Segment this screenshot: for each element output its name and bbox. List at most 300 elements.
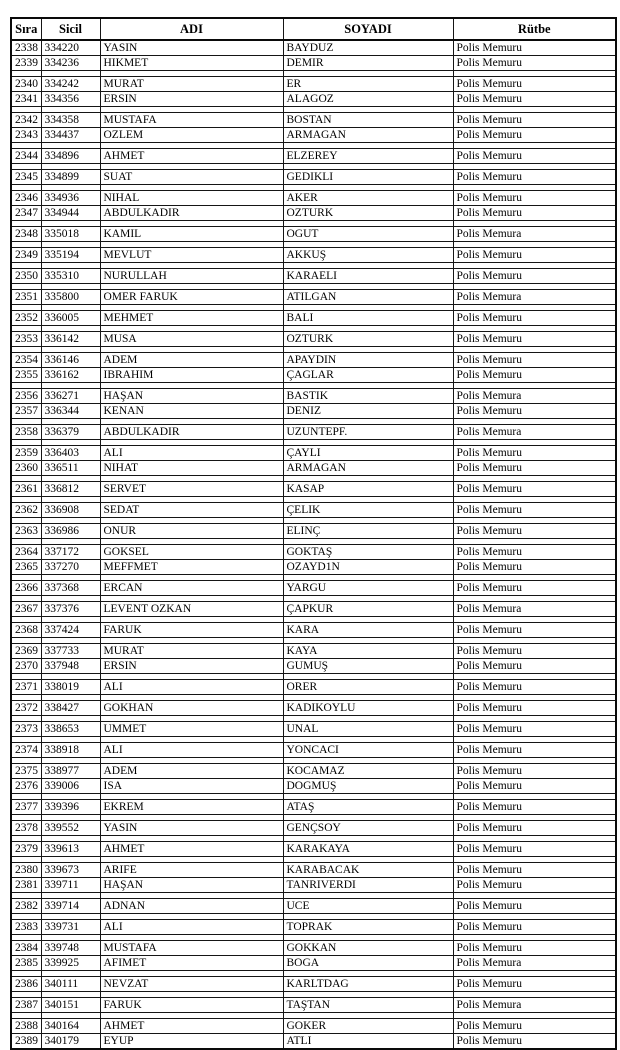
table-row <box>11 602 616 617</box>
cell-soyadi: ATLI <box>283 1034 453 1050</box>
cell-soyadi: UNAL <box>283 722 453 737</box>
cell-sira: 2363 <box>11 524 41 539</box>
personnel-table <box>10 17 617 1050</box>
table-row <box>11 743 616 758</box>
cell-rutbe: Polis Memuru <box>453 113 616 128</box>
table-row <box>11 40 616 56</box>
cell-rutbe: Polis Memuru <box>453 191 616 206</box>
cell-sira: 2359 <box>11 446 41 461</box>
cell-sicil: 334236 <box>41 56 100 71</box>
cell-soyadi: DOGMUŞ <box>283 779 453 794</box>
table-row <box>11 332 616 347</box>
table-row <box>11 128 616 143</box>
cell-soyadi: KARAKAYA <box>283 842 453 857</box>
cell-rutbe: Polis Memuru <box>453 878 616 893</box>
cell-soyadi: APAYDIN <box>283 353 453 368</box>
cell-soyadi: OZTURK <box>283 206 453 221</box>
cell-sira: 2356 <box>11 389 41 404</box>
cell-rutbe: Polis Memuru <box>453 311 616 326</box>
cell-sicil: 338019 <box>41 680 100 695</box>
cell-adi: MUSA <box>100 332 283 347</box>
cell-adi: AFIMET <box>100 956 283 971</box>
cell-adi: ALI <box>100 743 283 758</box>
table-row <box>11 503 616 518</box>
table-row <box>11 701 616 716</box>
cell-sicil: 336344 <box>41 404 100 419</box>
cell-soyadi: ATILGAN <box>283 290 453 305</box>
cell-rutbe: Polis Memuru <box>453 77 616 92</box>
cell-rutbe: Polis Memuru <box>453 206 616 221</box>
table-row <box>11 863 616 878</box>
cell-rutbe: Polis Memuru <box>453 503 616 518</box>
cell-rutbe: Polis Memuru <box>453 560 616 575</box>
cell-soyadi: KASAP <box>283 482 453 497</box>
cell-sira: 2367 <box>11 602 41 617</box>
cell-sira: 2355 <box>11 368 41 383</box>
cell-sicil: 335194 <box>41 248 100 263</box>
cell-soyadi: YARGU <box>283 581 453 596</box>
cell-adi: MEFFMET <box>100 560 283 575</box>
cell-rutbe: Polis Memuru <box>453 332 616 347</box>
cell-soyadi: KOCAMAZ <box>283 764 453 779</box>
table-row <box>11 800 616 815</box>
cell-rutbe: Polis Memuru <box>453 977 616 992</box>
cell-sira: 2361 <box>11 482 41 497</box>
cell-sira: 2382 <box>11 899 41 914</box>
cell-rutbe: Polis Memuru <box>453 446 616 461</box>
cell-soyadi: ÇAYLI <box>283 446 453 461</box>
cell-adi: MEHMET <box>100 311 283 326</box>
table-row <box>11 680 616 695</box>
cell-rutbe: Polis Memuru <box>453 779 616 794</box>
cell-sira: 2340 <box>11 77 41 92</box>
cell-sira: 2373 <box>11 722 41 737</box>
cell-soyadi: KARA <box>283 623 453 638</box>
cell-sicil: 340111 <box>41 977 100 992</box>
table-row <box>11 206 616 221</box>
cell-soyadi: DEMIR <box>283 56 453 71</box>
cell-sira: 2377 <box>11 800 41 815</box>
table-row <box>11 998 616 1013</box>
cell-soyadi: GOKTAŞ <box>283 545 453 560</box>
cell-adi: GOKHAN <box>100 701 283 716</box>
cell-soyadi: KARABACAK <box>283 863 453 878</box>
cell-soyadi: ER <box>283 77 453 92</box>
table-row <box>11 404 616 419</box>
table-row <box>11 1019 616 1034</box>
cell-rutbe: Polis Memuru <box>453 92 616 107</box>
cell-sicil: 340151 <box>41 998 100 1013</box>
cell-sira: 2358 <box>11 425 41 440</box>
cell-sicil: 337368 <box>41 581 100 596</box>
cell-soyadi: OGUT <box>283 227 453 242</box>
cell-rutbe: Polis Memura <box>453 227 616 242</box>
cell-soyadi: GOKKAN <box>283 941 453 956</box>
cell-sicil: 337948 <box>41 659 100 674</box>
cell-adi: HAŞAN <box>100 389 283 404</box>
cell-soyadi: ATAŞ <box>283 800 453 815</box>
cell-sira: 2376 <box>11 779 41 794</box>
cell-adi: SUAT <box>100 170 283 185</box>
cell-rutbe: Polis Memuru <box>453 404 616 419</box>
cell-adi: MEVLUT <box>100 248 283 263</box>
table-row <box>11 77 616 92</box>
cell-sicil: 336005 <box>41 311 100 326</box>
cell-adi: ONUR <box>100 524 283 539</box>
table-row <box>11 353 616 368</box>
table-row <box>11 227 616 242</box>
cell-adi: OZLEM <box>100 128 283 143</box>
cell-sicil: 337376 <box>41 602 100 617</box>
cell-soyadi: KARAELI <box>283 269 453 284</box>
cell-sira: 2383 <box>11 920 41 935</box>
table-row <box>11 764 616 779</box>
table-row <box>11 623 616 638</box>
cell-sicil: 337172 <box>41 545 100 560</box>
cell-sira: 2347 <box>11 206 41 221</box>
cell-rutbe: Polis Memura <box>453 956 616 971</box>
cell-rutbe: Polis Memuru <box>453 659 616 674</box>
cell-soyadi: YONCACI <box>283 743 453 758</box>
cell-adi: IBRAHIM <box>100 368 283 383</box>
table-row <box>11 191 616 206</box>
cell-sicil: 338918 <box>41 743 100 758</box>
cell-sira: 2369 <box>11 644 41 659</box>
cell-rutbe: Polis Memuru <box>453 545 616 560</box>
cell-soyadi: TOPRAK <box>283 920 453 935</box>
cell-adi: ERSIN <box>100 659 283 674</box>
cell-rutbe: Polis Memuru <box>453 644 616 659</box>
cell-soyadi: GUMUŞ <box>283 659 453 674</box>
cell-soyadi: TAŞTAN <box>283 998 453 1013</box>
cell-adi: ADNAN <box>100 899 283 914</box>
cell-sicil: 334358 <box>41 113 100 128</box>
cell-sicil: 334936 <box>41 191 100 206</box>
cell-soyadi: OZTURK <box>283 332 453 347</box>
cell-adi: MUSTAFA <box>100 113 283 128</box>
cell-sira: 2345 <box>11 170 41 185</box>
cell-sicil: 334899 <box>41 170 100 185</box>
cell-adi: MUSTAFA <box>100 941 283 956</box>
cell-sira: 2380 <box>11 863 41 878</box>
cell-adi: AHMET <box>100 842 283 857</box>
cell-soyadi: BOGA <box>283 956 453 971</box>
cell-sira: 2354 <box>11 353 41 368</box>
cell-sicil: 336986 <box>41 524 100 539</box>
cell-soyadi: UZUNTEPF. <box>283 425 453 440</box>
cell-sira: 2362 <box>11 503 41 518</box>
cell-soyadi: ELZEREY <box>283 149 453 164</box>
table-row <box>11 368 616 383</box>
cell-sira: 2339 <box>11 56 41 71</box>
cell-sira: 2348 <box>11 227 41 242</box>
table-row <box>11 248 616 263</box>
cell-adi: GOKSEL <box>100 545 283 560</box>
cell-sira: 2366 <box>11 581 41 596</box>
table-row <box>11 389 616 404</box>
cell-rutbe: Polis Memuru <box>453 248 616 263</box>
cell-sicil: 338977 <box>41 764 100 779</box>
cell-soyadi: AKER <box>283 191 453 206</box>
cell-rutbe: Polis Memuru <box>453 353 616 368</box>
cell-sicil: 340164 <box>41 1019 100 1034</box>
cell-sicil: 335310 <box>41 269 100 284</box>
cell-adi: NEVZAT <box>100 977 283 992</box>
cell-adi: MURAT <box>100 77 283 92</box>
cell-rutbe: Polis Memuru <box>453 1019 616 1034</box>
cell-rutbe: Polis Memuru <box>453 842 616 857</box>
cell-soyadi: BASTIK <box>283 389 453 404</box>
column-header-soyadi: SOYADI <box>283 18 453 40</box>
cell-soyadi: BOSTAN <box>283 113 453 128</box>
cell-sira: 2350 <box>11 269 41 284</box>
cell-adi: KAMIL <box>100 227 283 242</box>
cell-rutbe: Polis Memuru <box>453 170 616 185</box>
cell-soyadi: BAYDUZ <box>283 40 453 56</box>
cell-sicil: 339748 <box>41 941 100 956</box>
cell-sicil: 336271 <box>41 389 100 404</box>
table-row <box>11 821 616 836</box>
cell-sicil: 338427 <box>41 701 100 716</box>
cell-sira: 2341 <box>11 92 41 107</box>
cell-sicil: 339925 <box>41 956 100 971</box>
table-row <box>11 170 616 185</box>
cell-adi: ADEM <box>100 764 283 779</box>
cell-rutbe: Polis Memuru <box>453 128 616 143</box>
column-header-sicil: Sicil <box>41 18 100 40</box>
cell-soyadi: UCE <box>283 899 453 914</box>
cell-sira: 2368 <box>11 623 41 638</box>
cell-sira: 2346 <box>11 191 41 206</box>
table-row <box>11 311 616 326</box>
cell-adi: YASIN <box>100 821 283 836</box>
cell-sicil: 335800 <box>41 290 100 305</box>
cell-sicil: 334437 <box>41 128 100 143</box>
table-row <box>11 524 616 539</box>
table-row <box>11 482 616 497</box>
cell-adi: HIKMET <box>100 56 283 71</box>
cell-soyadi: ÇELIK <box>283 503 453 518</box>
cell-sicil: 339673 <box>41 863 100 878</box>
cell-sicil: 339731 <box>41 920 100 935</box>
cell-sira: 2352 <box>11 311 41 326</box>
cell-soyadi: KARLTDAG <box>283 977 453 992</box>
cell-sicil: 334356 <box>41 92 100 107</box>
table-row <box>11 899 616 914</box>
cell-adi: ERCAN <box>100 581 283 596</box>
cell-sira: 2372 <box>11 701 41 716</box>
cell-sira: 2388 <box>11 1019 41 1034</box>
cell-sicil: 339006 <box>41 779 100 794</box>
cell-rutbe: Polis Memuru <box>453 701 616 716</box>
cell-sira: 2387 <box>11 998 41 1013</box>
cell-rutbe: Polis Memura <box>453 389 616 404</box>
cell-adi: NIHAL <box>100 191 283 206</box>
cell-adi: ARIFE <box>100 863 283 878</box>
table-header <box>11 18 616 40</box>
cell-soyadi: KAYA <box>283 644 453 659</box>
cell-sicil: 339711 <box>41 878 100 893</box>
cell-rutbe: Polis Memuru <box>453 899 616 914</box>
cell-adi: KENAN <box>100 404 283 419</box>
cell-rutbe: Polis Memuru <box>453 680 616 695</box>
cell-adi: EKREM <box>100 800 283 815</box>
cell-sicil: 334944 <box>41 206 100 221</box>
table-row <box>11 956 616 971</box>
cell-sicil: 336142 <box>41 332 100 347</box>
table-row <box>11 878 616 893</box>
cell-rutbe: Polis Memuru <box>453 149 616 164</box>
cell-adi: ISA <box>100 779 283 794</box>
cell-soyadi: AKKUŞ <box>283 248 453 263</box>
cell-sira: 2379 <box>11 842 41 857</box>
cell-soyadi: GOKER <box>283 1019 453 1034</box>
table-row <box>11 1034 616 1050</box>
cell-sicil: 339613 <box>41 842 100 857</box>
cell-sicil: 337424 <box>41 623 100 638</box>
cell-sicil: 334242 <box>41 77 100 92</box>
cell-sira: 2344 <box>11 149 41 164</box>
cell-adi: ABDULKADIR <box>100 425 283 440</box>
cell-sira: 2371 <box>11 680 41 695</box>
table-row <box>11 290 616 305</box>
table-row <box>11 644 616 659</box>
cell-adi: SERVET <box>100 482 283 497</box>
cell-rutbe: Polis Memuru <box>453 581 616 596</box>
cell-adi: ALI <box>100 446 283 461</box>
cell-sira: 2357 <box>11 404 41 419</box>
cell-adi: OMER FARUK <box>100 290 283 305</box>
cell-sicil: 336146 <box>41 353 100 368</box>
cell-rutbe: Polis Memuru <box>453 461 616 476</box>
cell-sira: 2386 <box>11 977 41 992</box>
cell-adi: YASIN <box>100 40 283 56</box>
cell-rutbe: Polis Memuru <box>453 623 616 638</box>
cell-soyadi: ELINÇ <box>283 524 453 539</box>
table-row <box>11 977 616 992</box>
table-row <box>11 92 616 107</box>
cell-adi: NURULLAH <box>100 269 283 284</box>
cell-sicil: 337733 <box>41 644 100 659</box>
cell-rutbe: Polis Memuru <box>453 40 616 56</box>
cell-sira: 2360 <box>11 461 41 476</box>
table-row <box>11 659 616 674</box>
table-row <box>11 581 616 596</box>
cell-adi: AHMET <box>100 149 283 164</box>
cell-sira: 2389 <box>11 1034 41 1050</box>
cell-adi: NIHAT <box>100 461 283 476</box>
table-row <box>11 545 616 560</box>
cell-rutbe: Polis Memuru <box>453 269 616 284</box>
cell-sicil: 336511 <box>41 461 100 476</box>
cell-soyadi: ARMAGAN <box>283 461 453 476</box>
cell-rutbe: Polis Memuru <box>453 524 616 539</box>
cell-sicil: 336812 <box>41 482 100 497</box>
table-row <box>11 842 616 857</box>
cell-sicil: 340179 <box>41 1034 100 1050</box>
cell-adi: ALI <box>100 920 283 935</box>
column-header-adi: ADI <box>100 18 283 40</box>
cell-sicil: 336379 <box>41 425 100 440</box>
table-row <box>11 269 616 284</box>
cell-soyadi: GENÇSOY <box>283 821 453 836</box>
cell-adi: HAŞAN <box>100 878 283 893</box>
cell-sira: 2364 <box>11 545 41 560</box>
cell-sira: 2342 <box>11 113 41 128</box>
cell-soyadi: DENIZ <box>283 404 453 419</box>
cell-adi: SEDAT <box>100 503 283 518</box>
cell-rutbe: Polis Memuru <box>453 920 616 935</box>
header-row <box>11 18 616 40</box>
cell-soyadi: TANRIVERDI <box>283 878 453 893</box>
cell-adi: EYUP <box>100 1034 283 1050</box>
cell-adi: ALI <box>100 680 283 695</box>
cell-sicil: 336403 <box>41 446 100 461</box>
cell-rutbe: Polis Memura <box>453 602 616 617</box>
cell-sira: 2378 <box>11 821 41 836</box>
table-row <box>11 113 616 128</box>
cell-adi: ABDULKADIR <box>100 206 283 221</box>
column-header-sira: Sıra <box>11 18 41 40</box>
column-header-rutbe: Rütbe <box>453 18 616 40</box>
cell-sicil: 337270 <box>41 560 100 575</box>
table-row <box>11 941 616 956</box>
table-row <box>11 425 616 440</box>
cell-sicil: 339714 <box>41 899 100 914</box>
table-row <box>11 149 616 164</box>
cell-sira: 2384 <box>11 941 41 956</box>
cell-adi: UMMET <box>100 722 283 737</box>
cell-adi: LEVENT OZKAN <box>100 602 283 617</box>
cell-sira: 2375 <box>11 764 41 779</box>
cell-rutbe: Polis Memuru <box>453 743 616 758</box>
cell-sira: 2381 <box>11 878 41 893</box>
cell-rutbe: Polis Memura <box>453 290 616 305</box>
cell-adi: AHMET <box>100 1019 283 1034</box>
cell-sicil: 339396 <box>41 800 100 815</box>
cell-rutbe: Polis Memuru <box>453 1034 616 1050</box>
table-row <box>11 779 616 794</box>
table-row <box>11 722 616 737</box>
cell-adi: MURAT <box>100 644 283 659</box>
cell-sicil: 334220 <box>41 40 100 56</box>
cell-sira: 2370 <box>11 659 41 674</box>
cell-sira: 2338 <box>11 40 41 56</box>
cell-sicil: 338653 <box>41 722 100 737</box>
table-row <box>11 446 616 461</box>
cell-sira: 2351 <box>11 290 41 305</box>
cell-sira: 2374 <box>11 743 41 758</box>
cell-soyadi: ARMAGAN <box>283 128 453 143</box>
cell-soyadi: ALAGOZ <box>283 92 453 107</box>
cell-sicil: 339552 <box>41 821 100 836</box>
table-row <box>11 461 616 476</box>
cell-rutbe: Polis Memuru <box>453 821 616 836</box>
table-row <box>11 920 616 935</box>
cell-sicil: 335018 <box>41 227 100 242</box>
cell-sicil: 336908 <box>41 503 100 518</box>
cell-soyadi: KADIKOYLU <box>283 701 453 716</box>
table-row <box>11 560 616 575</box>
cell-rutbe: Polis Memuru <box>453 764 616 779</box>
cell-soyadi: BALI <box>283 311 453 326</box>
cell-rutbe: Polis Memuru <box>453 56 616 71</box>
cell-soyadi: ÇAPKUR <box>283 602 453 617</box>
cell-adi: FARUK <box>100 998 283 1013</box>
cell-adi: FARUK <box>100 623 283 638</box>
table-row <box>11 56 616 71</box>
cell-rutbe: Polis Memuru <box>453 941 616 956</box>
